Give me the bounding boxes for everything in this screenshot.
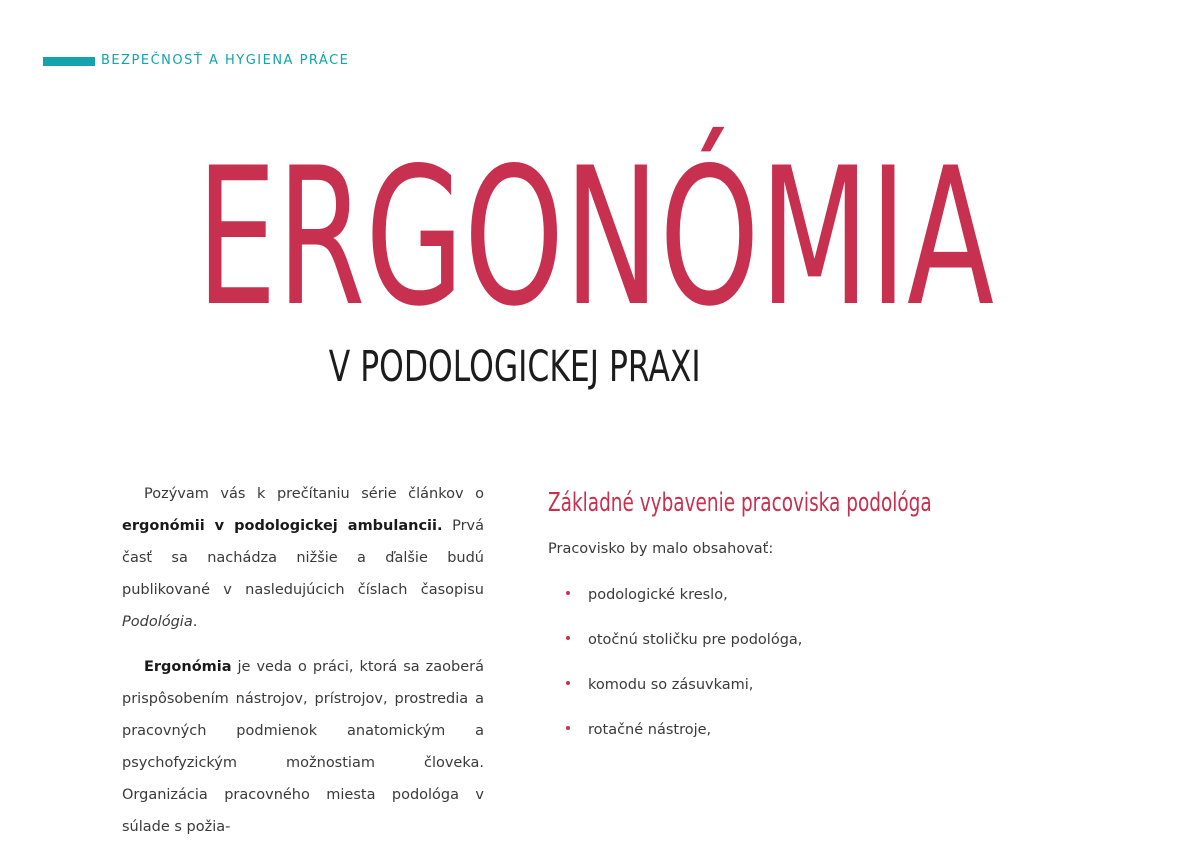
right-column: [548, 480, 988, 765]
article-subtitle-text: V PODOLOGICKEJ PRAXI: [329, 342, 701, 392]
paragraph-intro: [122, 478, 484, 638]
article-title-text: ERGONÓMIA: [196, 127, 995, 348]
article-title: [0, 118, 1024, 358]
list-item: [548, 585, 988, 605]
text: Pozývam vás k prečítaniu série článkov o: [144, 486, 484, 502]
equipment-list: [548, 585, 988, 740]
list-item: [548, 630, 988, 650]
bullet-icon: [566, 726, 570, 730]
list-item: [548, 720, 988, 740]
section-heading: Základné vybavenie pracoviska podológa: [548, 488, 932, 518]
article-subtitle: [0, 342, 1030, 392]
bold-text: ergonómii v podologickej ambulancii.: [122, 518, 443, 534]
list-item-text: rotačné nástroje,: [588, 722, 712, 738]
list-item: [548, 675, 988, 695]
list-item-text: otočnú stoličku pre podológa,: [588, 632, 803, 648]
text: .: [192, 614, 198, 630]
section-accent-bar: [43, 57, 95, 66]
bold-text: Ergonómia: [144, 659, 232, 675]
list-intro: Pracovisko by malo obsahovať:: [548, 541, 774, 557]
bullet-icon: [566, 591, 570, 595]
paragraph-definition: [122, 651, 484, 843]
text: Prvá časť sa nachádza nižšie a ďalšie budú publikované v nasledujúcich číslach časopisu: [122, 518, 484, 598]
list-item-text: komodu so zásuvkami,: [588, 677, 754, 693]
text: je veda o práci, ktorá sa zaoberá prispôsobením nástrojov, prístrojov, prostredia a pracovných podmienok anatomickým a psychofyzickým možnostiam človeka. Organizácia pracovného miesta podológa v súlade s požia-: [122, 659, 484, 835]
bullet-icon: [566, 681, 570, 685]
list-item-text: podologické kreslo,: [588, 587, 728, 603]
magazine-name: Podológia: [122, 614, 193, 630]
section-label: BEZPEČNOSŤ A HYGIENA PRÁCE: [101, 53, 350, 68]
left-column: [122, 478, 484, 856]
bullet-icon: [566, 636, 570, 640]
